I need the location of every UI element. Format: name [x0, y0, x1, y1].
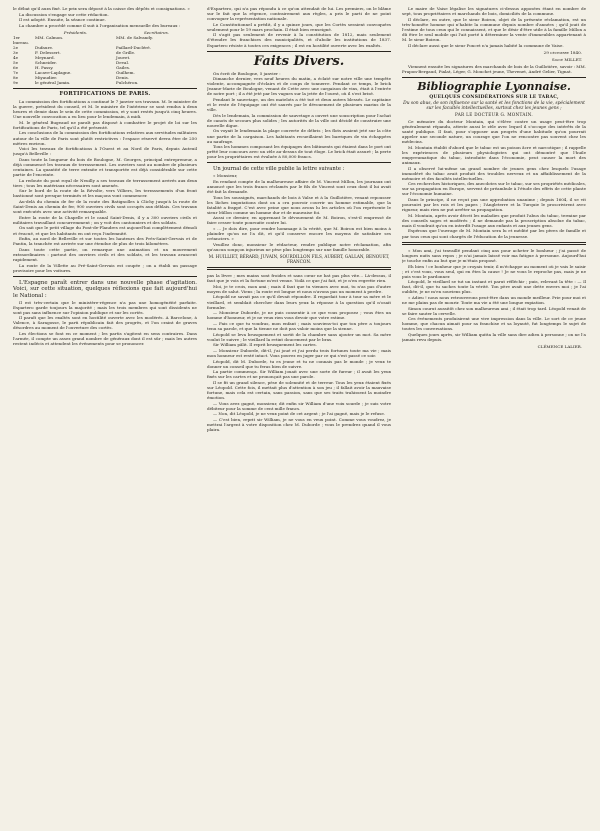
- bureau-num: 8e: [13, 74, 19, 80]
- paragraph: Léopold, dit M. Duborde, tu es jeune et tu ne connais pas le monde ; je veux te donner un conseil que tu feras bien de suivre.: [207, 358, 391, 369]
- bureau-secretary: Paillard-Ducléré.: [116, 44, 151, 50]
- paragraph: La partie commença. Sir William jouait avec une sorte de fureur ; il avait les yeux fixés sur les cartes et ne prononçait pas une parole.: [207, 369, 391, 380]
- paragraph: Ces recherches historiques, des anecdotes sur le tabac, sur ses propriétés médicales, sur sa propagation en Europe, servent de préambule à l'étude des effets de cette plante sur l'économie humaine.: [402, 181, 586, 197]
- paragraph: Espérons que l'ouvrage de M. Montain sera lu et médité par les pères de famille et par tous ceux qui sont chargés de l'éducation de la jeunesse.: [402, 228, 586, 239]
- column-2-intro: [207, 6, 391, 48]
- paragraph: Il se fit un grand silence, pèse de solennité et de terreur. Tous les yeux étaient fixés sur Léopold. Cette fois, il mettait plus d'attention à son jeu ; il fallait avoir la mauvaise fortune, mais cela est certain, sans passion, sans que ses traits trahissent la moindre émotion.: [207, 379, 391, 401]
- paragraph: Sir William pâlit. Il reprit brusquement les cartes.: [213, 342, 317, 348]
- paragraph: La commission des fortifications a continué le 7 janvier ses travaux. M. le ministre de la guerre, président du conseil, et M. le ministre de l'intérieur se sont rendus à deux heures et demie dans le sein de cette commission, et y sont restés jusqu'à cinq heures. Une nouvelle convocation a eu lieu pour le lendemain, à midi.: [13, 99, 197, 120]
- paragraph: Tous les hommes composant les équipages des bâtiments qui étaient dans le port ont prêté leur concours avec un zèle au-dessus de tout éloge. Le brick était assuré ; la perte pour les propriétaires est évaluée à 80,000 francs.: [207, 144, 391, 160]
- paragraph: Dans le principe, il ne reçut pas une approbation unanime ; depuis 1604, il se vit poursuivi par les rois et les papes ; l'Angleterre et la Turquie le proscrivirent avec rigueur, mais rien ne put arrêter sa propagation.: [402, 197, 586, 213]
- paragraph: Le maire de Vaise légalise les signatures ci-dessus apposées étant en nombre de sept, tous propriétaires et marchands de bois, domiciliés de la commune.: [402, 6, 586, 17]
- paragraph: Il est très-certain que le ministère-régence n'a pas une homogénéité parfaite. Espartero garde toujours la majorité ; mais les trois membres qui sont dissidents ne sont pas sans influence sur l'opinion publique et sur les cortès.: [13, 299, 197, 315]
- bureaux-table: [13, 30, 197, 85]
- divider: [402, 77, 586, 78]
- paragraph: Voici les travaux de fortifications à l'Ouest et au Nord de Paris, depuis Auteuil jusqu'à Belleville :: [13, 146, 197, 157]
- paragraph: Les élections se font en ce moment ; les partis s'agitent en sens contraires. Dans l'armée, il compte un assez grand nombre de généraux dont il est sûr ; mais les autres restent indécis et attendent les événements pour se prononcer.: [13, 330, 197, 347]
- paragraph: Viennent ensuite les signatures des marchands de bois de la Guillotière, savoir : MM. Prapon-Bergaud, Pialat, Léger, G. Mouchet jeune, Thevenet, André Gelier, Tignat.: [402, 63, 586, 74]
- paragraph: — Monsieur Duborde, dit-il, j'ai joué et j'ai perdu trois fortunes toute ma vie ; mais mon honneur est resté intact. Vous pouvez en juger par ce qui s'est passé ce soir.: [207, 347, 391, 358]
- bureau-secretary: Denis.: [116, 74, 130, 80]
- paragraph: Dès le lendemain, la commission de sauvetage a ouvert une souscription pour l'achat de canots de secours plus solides ; les autorités de la ville ont décidé de construire une nouvelle digue.: [207, 112, 391, 128]
- bibliographie-article: [402, 119, 586, 239]
- paragraph: Quelques jours après, sir William quitta la ville sans dire adieu à personne ; on ne l'a jamais revu depuis.: [402, 332, 586, 343]
- bureau-president: Lacave-Laplagne.: [35, 69, 72, 75]
- divider: [207, 267, 391, 270]
- maire-signature: Signé MILLET.: [551, 56, 582, 62]
- paragraph: Moi, je te crois, mon ami ; mais il faut que tu viennes avec moi, tu n'as pas d'autre moyen de salut. Viens ; la route est longue et nous n'avons pas un moment à perdre.: [207, 283, 391, 294]
- paragraph: La chambre a procédé comme il suit à l'organisation mensuelle des bureaux :: [19, 22, 181, 28]
- paragraph: Il est adopté. Ensuite, la séance continue.: [19, 17, 106, 23]
- book-title: QUELQUES CONSIDÉRATIONS SUR LE TABAC,: [429, 94, 559, 100]
- paragraph: Il déclare aussi que le sieur Poncet n'a jamais habité la commune de Vaise.: [408, 42, 564, 48]
- paragraph: pas la lèvre ; mes mains sont froides et sans cœur ne bat pas plus vite... Là-dessus, il faut que je vois et la fortune m'est venue. Voilà ce que j'ai fait, et je n'en regrette rien.: [207, 273, 391, 284]
- paragraph: La discussion s'engage sur cette rédaction.: [19, 11, 109, 17]
- section-title-faits-divers: Faits Divers.: [253, 53, 345, 69]
- faits-divers-article: [207, 71, 391, 160]
- paragraph: Léopold se leva brusquement et sortit de la chambre sans ajouter un mot. Sa mère voulut le suivre ; le vieillard la retint doucement par le bras.: [207, 331, 391, 342]
- paragraph: Les conclusions de la commission des fortifications relatives aux servitudes militaires autour de la ville de Paris sont plutôt restrictives : l'espace réservé devra être de 250 mètres environ.: [13, 130, 197, 146]
- bureaux-head-secretaries: Secrétaires.: [143, 29, 170, 35]
- bureau-president: F. Delessert.: [35, 49, 61, 55]
- paragraph: Léopold, le vieillard se tut un instant et parut réfléchir ; puis, relevant la tête : — Il faut, dit-il, que tu saches toute la vérité. Ton père avait une dette envers moi ; je l'ai oubliée, je ne m'en souviens plus.: [402, 279, 586, 295]
- section-title-fortifications: FORTIFICATIONS DE PARIS.: [59, 90, 151, 97]
- paragraph: d'Espartero, qui n'a pas répondu à ce qu'on attendait de lui. Les premiers, on le blâme sur le fait que la régence, contrairement aux règles, a pris le parti de ne point convoquer la représentation nationale.: [207, 6, 391, 22]
- column-2: [207, 6, 391, 433]
- paragraph: Veuillez donc, monsieur le rédacteur, rendre publique notre réclamation, afin qu'aucun soupçon injurieux ne pèse plus longtemps sur une famille honorable.: [207, 241, 391, 252]
- bureau-president: Dufaure.: [35, 44, 54, 50]
- paragraph: Pendant le sauvetage, un des matelots a été tué et deux autres blessés. Le capitaine et le reste de l'équipage ont été sauvés par le dévouement de plusieurs marins de la ville.: [207, 96, 391, 113]
- section-title-bibliographie: Bibliographie Lyonnaise.: [417, 79, 571, 93]
- paragraph: En rendant compte de la malheureuse affaire de M. Vincent Millon, les journaux ont annoncé que les trois francs réclamés par le fils de Vincent sont ceux dont il lui avait été fait la demande.: [207, 178, 391, 194]
- paragraph: « ... Je dois dire, pour rendre hommage à la vérité, que M. Boiron est bien moins à plaindre qu'on ne l'a dit, et qu'il conserve encore les moyens de satisfaire ses créanciers. »: [207, 225, 391, 242]
- paragraph: M. Montain établit d'abord que le tabac est un poison âcre et narcotique ; il rappelle les expériences de plusieurs physiologistes qui ont démontré que l'huile empyreumatique du tabac, introduite dans l'économie, peut causer la mort des animaux.: [402, 144, 586, 165]
- paragraph: Simon courut aussitôt chez son malheureux ami ; il était trop tard. Léopold venait de se faire sauter la cervelle.: [402, 305, 586, 316]
- feuilleton-part-1: [207, 273, 391, 342]
- paragraph: « Adieu ! nous nous retrouverons peut-être dans un monde meilleur. Prie pour moi et ne me plains pas de mourir. Toute ma vie a été une longue expiation.: [402, 294, 586, 306]
- paragraph: M. Montain, après avoir décrit les maladies que produit l'abus du tabac, termine par des conseils sages et modérés ; il ne demande pas la proscription absolue du tabac, mais il voudrait qu'on en interdît l'usage aux enfants et aux jeunes gens.: [402, 212, 586, 228]
- paragraph: Le Constitutionnel a prédit, il y a quinze jours, que les Cortès seraient convoquées seulement pour le 19 mars prochain. Il était bien renseigné.: [207, 21, 391, 32]
- paragraph: Tous les soussignés, marchands de bois à Valse et à la Guillotière, venant repousser les lâches imputations dont on a cru pouvoir couvrir un homme estimable, que la fatalité a frappé. C'est avec peine que nous avons lu les articles où l'on représente le sieur Millon comme un homme dur et de mauvaise foi.: [207, 194, 391, 215]
- paragraph: le débat qu'il aura fixé. Le prix sera déposé à la caisse des dépôts et consignations. »: [13, 6, 190, 11]
- bureau-num: 5e: [13, 59, 19, 65]
- book-author: PAR LE DOCTEUR G. MONTAIN.: [455, 111, 533, 117]
- feuilleton-part-3: [402, 248, 586, 342]
- bureau-secretary: Guilhem.: [116, 69, 135, 75]
- paragraph: Ce mémoire du docteur Montain, qui s'élève contre un usage peut-être trop généralement répandu, atteste aussi le zèle avec lequel il s'occupe des intérêts de la santé publique. Il faut, pour s'opposer aux progrès d'une habitude qu'on pourrait appeler une seconde nature, un courage que l'on ne rencontre pas souvent chez les médecins.: [402, 118, 586, 145]
- paragraph: « Monsieur,: [213, 173, 238, 179]
- bureau-secretary: MM. de Salvandy.: [116, 34, 153, 40]
- paragraph: M. le général Bugeaud ne paraît pas disposé à combattre le projet de loi sur les fortifications de Paris, tel qu'il a été présenté.: [13, 119, 197, 130]
- feuilleton-part-2: [207, 342, 391, 432]
- bureau-president: H. Passy.: [35, 64, 54, 70]
- spain-article: [13, 300, 197, 347]
- column-3: [402, 6, 586, 351]
- paragraph: Entre la route de la Chapelle et le canal Saint-Denis, il y a 300 ouvriers civils et militaires travaillant concurremment ; on y voit des cantonniers et des soldats.: [13, 214, 197, 225]
- divider: [13, 276, 197, 277]
- bureau-num: 9e: [13, 79, 19, 85]
- column-1: [13, 6, 197, 347]
- paragraph: Eh bien ! ce bonheur que je croyais tenir, il m'échappe au moment où je vais le saisir ; et c'est vous, vous seul, qui en êtes la cause ! Je ne vous le reproche pas, mais je ne puis vous le pardonner.: [402, 263, 586, 279]
- journal-letter-lead: Un journal de cette ville publie la lettre suivante :: [213, 166, 345, 173]
- paragraph: La redoute du pont royal de Neuilly a ses travaux de terrassement arrivés aux deux tiers ; tous les matériaux nécessaires sont amenés.: [13, 177, 197, 188]
- paragraph: Ces événements produisirent une vive impression dans la ville. Le sort de ce jeune homme, que chacun aimait pour sa franchise et sa loyauté, fut longtemps le sujet de toutes les conversations.: [402, 316, 586, 332]
- bureau-secretary: Gailes.: [116, 64, 131, 70]
- paragraph: Il déclare, en outre, que le sieur Boiron, objet de la présente réclamation, est un très-honnête homme qui n'habite la commune depuis nombre d'années ; qu'il jouit de l'estime de tous ceux qui le connaissent, et que le désir d'être utile à la famille Millon a dû être le seul mobile qui l'ait porté à déterminer la vente d'immeubles appartenant à M. le sieur Boiron.: [402, 16, 586, 42]
- paragraph: — Fais ce que tu voudras, mon enfant ; mais souviens-toi que ton père a toujours tenu sa parole, et que la tienne ne doit pas valoir moins que la sienne.: [207, 320, 391, 331]
- paragraph: Dans toute la longueur du bois de Boulogne, M. Georges, principal entrepreneur, a déjà commencé les travaux de terrassement. Les ouvriers sont au nombre de plusieurs centaines. La quantité de terre extraite et transportée est déjà considérable sur cette partie de l'enceinte.: [13, 156, 197, 178]
- column-1-intro: [13, 6, 197, 28]
- bureau-president: Meynard.: [35, 54, 55, 60]
- journal-letter: [207, 173, 391, 252]
- bureau-num: 7e: [13, 69, 19, 75]
- bureau-num: 3e: [13, 49, 19, 55]
- paragraph: La route de la Villette au Pré-Saint-Gervais est coupée ; on a établi un passage provisoire pour les voitures.: [13, 262, 197, 273]
- paragraph: On écrit de Boulogne, 5 janvier :: [213, 70, 281, 76]
- bureau-secretary: Pulchéron.: [116, 79, 139, 85]
- paragraph: Dimanche dernier, vers neuf heures du matin, a éclaté sur notre ville une tempête violente, accompagnée d'éclairs et de coups de tonnerre. Pendant ce temps, le brick Jeanne-Marie de Boulogne, venant de Cette avec une cargaison de vins, était à l'entrée de notre port ; il a été jeté par les vagues sur la jetée de l'ouest, où il s'est brisé.: [207, 76, 391, 97]
- paragraph: Sur le bord de la route de la Révolte, vers Villiers, les terrassements d'un front bastionné sont presque terminés et les maçons vont commencer.: [13, 188, 197, 199]
- bureau-secretary: Jouvet.: [116, 54, 131, 60]
- column-3-intro: [402, 6, 586, 48]
- paragraph: « Mon ami, j'ai travaillé pendant cinq ans pour acheter le bonheur ; j'ai passé de longues nuits sans repos ; je n'ai jamais laissé voir ma fatigue à personne. Aujourd'hui je touche enfin au but que je m'étais proposé.: [402, 247, 586, 263]
- paragraph: Il s'agit pas seulement de revenir à la constitution de 1812, mais seulement d'étendre les franchises des municipalités, et d'abolir les institutions de 1837. Espartero résiste à toutes ces exigences ; il est en hostilité ouverte avec les exaltés.: [207, 32, 391, 48]
- bureau-num: 6e: [13, 64, 19, 70]
- fortifications-article: [13, 99, 197, 273]
- feuilleton-author: CLÉMENCE LALIER.: [537, 344, 582, 350]
- divider: [13, 88, 197, 89]
- bureau-president: le général Jamin.: [35, 79, 71, 85]
- paragraph: Léopold ne savait pas ce qu'il devait répondre. Il regardait tour à tour sa mère et le vieillard, et semblait chercher dans leurs yeux la réponse à la question qu'il n'osait formuler.: [207, 294, 391, 310]
- divider: [402, 242, 586, 245]
- bureau-president: Schneider.: [35, 59, 57, 65]
- maire-date: 29 décembre 1840.: [543, 49, 582, 55]
- bureau-secretary: Deval.: [116, 59, 130, 65]
- bureau-num: 2e: [13, 44, 19, 50]
- paragraph: Aussi ce dernier, en apprenant le dévouement de M. Boiron, s'est-il empressé de faire cesser toute poursuite contre lui.: [207, 215, 391, 226]
- paragraph: — C'est bien, reprit sir William, je ne vous en veux point. Comme vous voudrez, je mettrai l'argent à votre disposition chez M. Duborde ; vous le prendrez quand il vous plaira.: [207, 417, 391, 433]
- divider: [207, 162, 391, 163]
- paragraph: — Monsieur Duborde, je ne puis consentir à ce que vous proposez ; vous êtes un homme d'honneur, et je ne veux rien vous devoir que votre estime.: [207, 310, 391, 321]
- spain-lead: L'Espagne paraît entrer dans une nouvelle phase d'agitation. Voici, sur cette situation, quelques réflexions que fait aujourd'hui le National :: [13, 279, 197, 299]
- paragraph: Dans toute cette partie, on remarque une animation et un mouvement extraordinaires : partout des ouvriers civils et des soldats, et les travaux avancent rapidement.: [13, 246, 197, 262]
- paragraph: Il a observé lui-même un grand nombre de jeunes gens chez lesquels l'usage immodéré du tabac avait produit des troubles nerveux et un affaiblissement de la mémoire et des facultés intellectuelles.: [402, 165, 586, 181]
- book-subtitle: Du son abus, de son influence sur la santé et les fonctions de la vie, spécialement sur les facultés intellectuelles, surtout chez les jeunes gens ;: [403, 100, 585, 111]
- paragraph: — Non, dit Léopold, je ne veux point de cet argent ; je l'ai gagné, mais je le refuse.: [213, 411, 386, 417]
- paragraph: — Vous avez gagné, monsieur, dit enfin sir William d'une voix sourde ; je suis votre débiteur pour la somme de cent mille francs.: [207, 400, 391, 411]
- paragraph: On voyait le lendemain la plage couverte de débris ; les flots avaient jeté sur la côte une partie de la cargaison. Les habitants recueillaient les barriques de vin échappées au naufrage.: [207, 128, 391, 144]
- divider: [207, 51, 391, 52]
- bureaux-head-presidents: Présidents.: [63, 29, 88, 35]
- bureau-secretary: de Grille.: [116, 49, 136, 55]
- journal-signatures: M. HUILLIET, BÉRARD, JUVAIN, SOURDILLON FILS, AUBERT, GALLAN, BENOUET, FRANCON.: [208, 253, 390, 264]
- bureau-president: MM. Calmon.: [35, 34, 64, 40]
- bureau-num: 1er bureau.: [13, 34, 30, 45]
- paragraph: Il paraît que les exaltés sont en hostilité ouverte avec les modérés. A Barcelone, à Valence, à Saragosse, le parti républicain fait des progrès, et l'on craint de graves désordres au moment de l'ouverture des cortès.: [13, 315, 197, 331]
- paragraph: Au-delà du chemin de fer de la route des Batignolles à Clichy jusqu'à la route de Saint-Denis au chemin de fer, 900 ouvriers civils sont occupés aux déblais. Ces travaux sont exécutés avec une activité remarquable.: [13, 199, 197, 215]
- paragraph: Enfin, au nord de Belleville et sur toutes les hauteurs des Prés-Saint-Gervais et de Pantin, la tranchée est arrivée sur une étendue de plus de trois kilomètres.: [13, 236, 197, 247]
- paragraph: On sait que le petit village du Pont-de-Flandres est aujourd'hui complètement démoli et évacué, et que les habitants en ont reçu l'indemnité.: [13, 225, 197, 236]
- bureau-num: 4e: [13, 54, 19, 60]
- bureau-president: Miyaudier.: [35, 74, 58, 80]
